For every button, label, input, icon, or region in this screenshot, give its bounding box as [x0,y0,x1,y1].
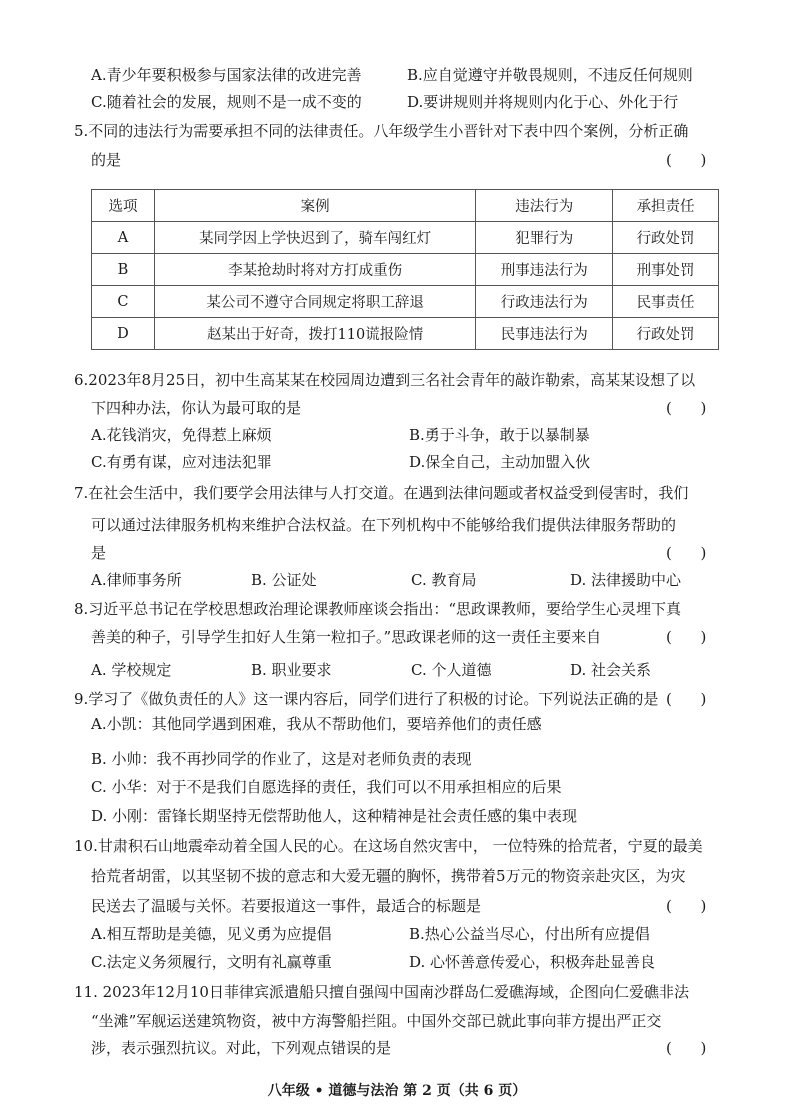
q6-option-d: D.保全自己，主动加盟入伙 [409,453,591,471]
q11-stem-line3: 涉，表示强烈抗议。对此，下列观点错误的是 [91,1039,392,1057]
header-liability: 承担责任 [613,190,719,222]
header-option: 选项 [92,190,155,222]
q4-option-a: A.青少年要积极参与国家法律的改进完善 [91,66,362,84]
q6-answer-blank: ( ) [666,399,707,417]
table-cell: 某公司不遵守合同规定将职工辞退 [154,286,475,318]
table-cell: D [92,318,155,350]
table-cell: 某同学因上学快迟到了，骑车闯红灯 [154,222,475,254]
q7-option-c: C. 教育局 [411,571,477,589]
q10-option-b: B.热心公益当尽心，付出所有应提倡 [409,925,650,943]
table-row [92,318,719,350]
q7-stem-line2: 可以通过法律服务机构来维护合法权益。在下列机构中不能够给我们提供法律服务帮助的 [91,516,677,534]
q7-option-a: A.律师事务所 [91,571,182,589]
q10-stem-line2: 拾荒者胡雷，以其坚韧不拔的意志和大爱无疆的胸怀，携带着5万元的物资亲赴灾区，为灾 [91,867,686,885]
table-cell: 民事违法行为 [476,318,613,350]
table-cell: 行政处罚 [613,318,719,350]
q8-option-d: D. 社会关系 [570,661,652,679]
q10-stem-line3: 民送去了温暖与关怀。若要报道这一事件，最适合的标题是 [91,897,482,915]
q8-answer-blank: ( ) [666,628,707,646]
q8-option-c: C. 个人道德 [411,661,492,679]
q9-stem-line1: 9.学习了《做负责任的人》这一课内容后，同学们进行了积极的讨论。下列说法正确的是 [74,690,659,708]
table-cell: C [92,286,155,318]
q8-stem-line2: 善美的种子，引导学生扣好人生第一粒扣子。”思政课老师的这一责任主要来自 [91,628,602,646]
table-cell: 李某抢劫时将对方打成重伤 [154,254,475,286]
table-cell: A [92,222,155,254]
q6-option-b: B.勇于斗争，敢于以暴制暴 [409,426,590,444]
q9-option-d: D. 小刚：雷锋长期坚持无偿帮助他人，这种精神是社会责任感的集中表现 [91,807,578,825]
q7-answer-blank: ( ) [666,544,707,562]
q6-option-a: A.花钱消灾，免得惹上麻烦 [91,426,272,444]
table-cell: 刑事违法行为 [476,254,613,286]
table-row [92,222,719,254]
q5-answer-blank: ( ) [666,151,707,169]
q6-stem-line1: 6.2023年8月25日，初中生高某某在校园周边遭到三名社会青年的敲诈勒索，高某某设想了以 [74,371,696,389]
table-cell: 刑事处罚 [613,254,719,286]
q10-option-d: D. 心怀善意传爱心，积极奔赴显善良 [409,953,656,971]
q9-option-b: B. 小帅：我不再抄同学的作业了，这是对老师负责的表现 [91,750,472,768]
q9-option-c: C. 小华：对于不是我们自愿选择的责任，我们可以不用承担相应的后果 [91,778,562,796]
q7-stem-line3: 是 [91,544,107,562]
q5-stem-line2: 的是 [91,151,122,169]
q8-stem-line1: 8.习近平总书记在学校思想政治理论课教师座谈会指出：“思政课教师，要给学生心灵埋下真 [74,600,681,618]
q4-option-d: D.要讲规则并将规则内化于心、外化于行 [407,93,679,111]
header-violation: 违法行为 [476,190,613,222]
table-header-row [92,190,719,222]
q11-stem-line1: 11. 2023年12月10日菲律宾派遣船只擅自强闯中国南沙群岛仁爱礁海域，企图向仁爱礁非法 [74,983,689,1001]
q8-option-a: A. 学校规定 [91,661,172,679]
q10-option-c: C.法定义务须履行，文明有礼赢尊重 [91,953,332,971]
q10-stem-line1: 10.甘肃积石山地震牵动着全国人民的心。在这场自然灾害中， 一位特殊的拾荒者，宁夏的最美 [74,837,703,855]
q6-option-c: C.有勇有谋，应对违法犯罪 [91,453,272,471]
q5-case-table [91,189,719,350]
q10-option-a: A.相互帮助是美德，见义勇为应提倡 [91,925,332,943]
q4-option-b: B.应自觉遵守并敬畏规则，不违反任何规则 [407,66,693,84]
table-cell: 行政处罚 [613,222,719,254]
table-cell: 行政违法行为 [476,286,613,318]
table-cell: 民事责任 [613,286,719,318]
q6-stem-line2: 下四种办法，你认为最可取的是 [91,399,302,417]
q4-option-c: C.随着社会的发展，规则不是一成不变的 [91,93,362,111]
q9-answer-blank: ( ) [666,690,707,708]
q11-answer-blank: ( ) [666,1039,707,1057]
table-row [92,286,719,318]
q11-stem-line2: “坐滩”军舰运送建筑物资，被中方海警船拦阻。中国外交部已就此事向菲方提出严正交 [91,1012,662,1030]
q7-option-d: D. 法律援助中心 [570,571,682,589]
table-cell: 犯罪行为 [476,222,613,254]
q7-option-b: B. 公证处 [251,571,317,589]
table-cell: B [92,254,155,286]
table-row [92,254,719,286]
q7-stem-line1: 7.在社会生活中，我们要学会用法律与人打交道。在遇到法律问题或者权益受到侵害时，我们 [74,484,689,502]
q8-option-b: B. 职业要求 [251,661,332,679]
page-footer: 八年级 • 道德与法治 第 2 页（共 6 页） [267,1083,527,1099]
q5-stem-line1: 5.不同的违法行为需要承担不同的法律责任。八年级学生小晋针对下表中四个案例，分析正确 [74,122,689,140]
q10-answer-blank: ( ) [666,897,707,915]
header-case: 案例 [154,190,475,222]
table-cell: 赵某出于好奇，拨打110谎报险情 [154,318,475,350]
q9-option-a: A.小凯：其他同学遇到困难，我从不帮助他们，要培养他们的责任感 [91,715,542,733]
